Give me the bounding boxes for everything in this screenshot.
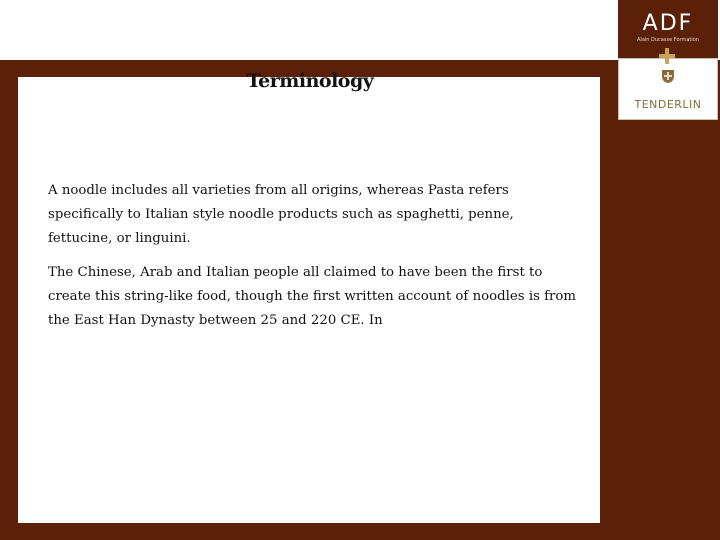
slide-title: Terminology — [246, 70, 374, 92]
tenderlin-wordmark — [618, 95, 718, 111]
crest-icon — [660, 68, 676, 84]
top-band — [0, 0, 720, 60]
adf-logo-text: ADF — [642, 11, 694, 34]
paragraph-noodle-definition: A noodle includes all varieties from all origins, whereas Pasta refers specifically to Italian style noodle products such as spaghetti, penne, fettucine, or linguini. — [48, 183, 514, 246]
paragraph-noodle-history: The Chinese, Arab and Italian people all claimed to have been the first to create this string-like food, though the first written account of noodles is from the East Han Dynasty between 25 and 220 CE. In — [48, 265, 577, 328]
adf-logo-subtitle: Alain Ducasse Formation — [637, 37, 699, 43]
logo-block — [618, 0, 718, 120]
adf-logo-mark — [636, 10, 700, 34]
plus-icon — [658, 47, 676, 65]
tenderlin-wordmark-text: TENDERLIN — [634, 98, 702, 111]
